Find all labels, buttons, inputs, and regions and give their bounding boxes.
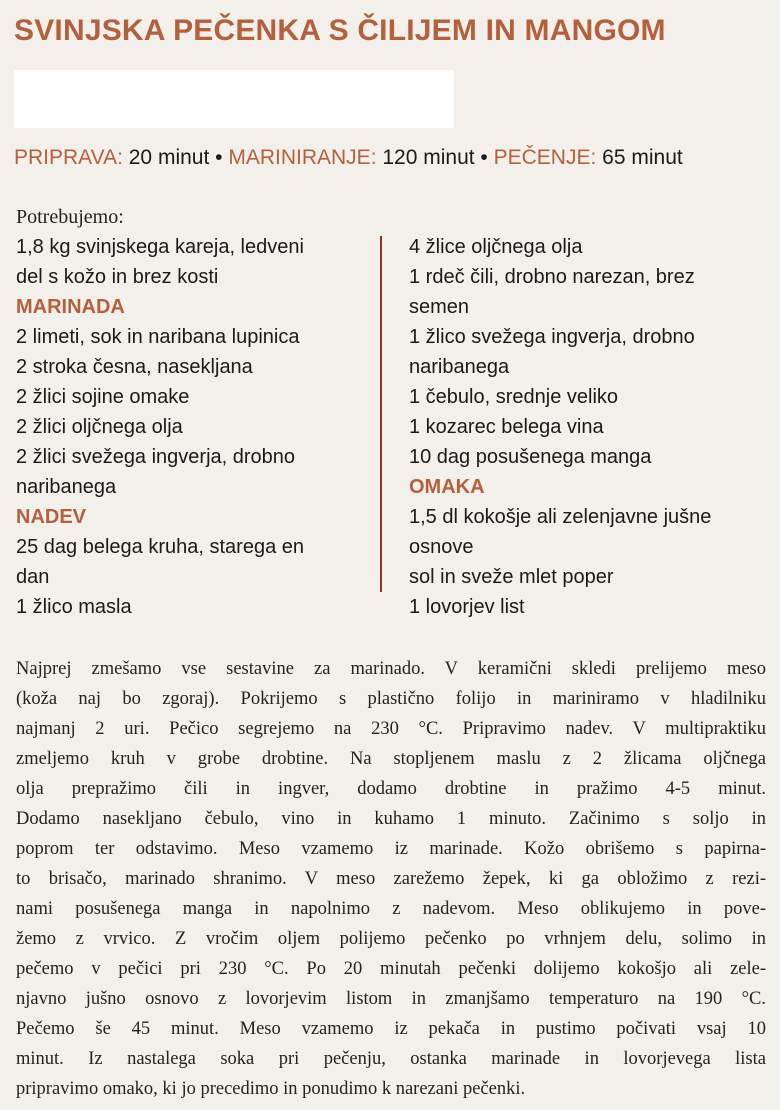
section-heading: OMAKA (409, 476, 485, 498)
prep-label: PRIPRAVA: (14, 146, 123, 169)
ingredient-line: 1,8 kg svinjskega kareja, ledveni (16, 236, 304, 258)
instruction-line: Dodamo nasekljano čebulo, vino in kuhamo 1 minuto. Začinimo s soljo in (16, 809, 766, 829)
ingredient-line: 2 stroka česna, nasekljana (16, 356, 253, 378)
ingredient-line: 1 žlico masla (16, 596, 132, 618)
marinate-value: 120 minut (376, 146, 475, 169)
ingredient-line: 10 dag posušenega manga (409, 446, 652, 468)
ingredient-line: 2 žlici oljčnega olja (16, 416, 183, 438)
ingredients-right-column (409, 232, 769, 622)
ingredient-line: 2 limeti, sok in naribana lupinica (16, 326, 300, 348)
instruction-line: Pečemo še 45 minut. Meso vzamemo iz pekača in pustimo počivati vsaj 10 (16, 1019, 766, 1039)
instructions (16, 654, 766, 1104)
instruction-line: (koža naj bo zgoraj). Pokrijemo s plastično folijo in mariniramo v hladilniku (16, 689, 766, 709)
ingredient-line: 2 žlici sojine omake (16, 386, 190, 408)
recipe-title: SVINJSKA PEČENKA S ČILIJEM IN MANGOM (14, 14, 666, 47)
prep-value: 20 minut (122, 146, 210, 169)
bake-label: PEČENJE: (493, 146, 597, 169)
ingredient-line: naribanega (16, 476, 117, 498)
ingredient-line: 1 lovorjev list (409, 596, 525, 618)
section-heading: NADEV (16, 506, 87, 528)
separator: • (209, 146, 229, 169)
ingredient-line: semen (409, 296, 470, 318)
ingredient-line: 1 rdeč čili, drobno narezan, brez (409, 266, 695, 288)
blank-panel (14, 70, 454, 128)
ingredient-line: sol in sveže mlet poper (409, 566, 614, 588)
ingredient-line: naribanega (409, 356, 510, 378)
ingredient-line: del s kožo in brez kosti (16, 266, 219, 288)
ingredients-left-column (16, 232, 366, 622)
instruction-line: Najprej zmešamo vse sestavine za marinado. V keramični skledi prelijemo meso (16, 659, 766, 679)
instruction-line: najmanj 2 uri. Pečico segrejemo na 230 °C. Pripravimo nadev. V multipraktiku (16, 719, 766, 739)
instruction-line: pripravimo omako, ki jo precedimo in ponudimo k narezani pečenki. (16, 1079, 526, 1099)
marinate-label: MARINIRANJE: (228, 146, 377, 169)
instruction-line: nami posušenega manga in napolnimo z nadevom. Meso oblikujemo in pove- (16, 899, 766, 919)
ingredient-line: dan (16, 566, 50, 588)
instruction-line: njavno jušno osnovo z lovorjevim listom in zmanjšamo temperaturo na 190 °C. (16, 989, 766, 1009)
instruction-line: olja prepražimo čili in ingver, dodamo drobtine in pražimo 4-5 minut. (16, 779, 766, 799)
instruction-line: žemo z vrvico. Z vročim oljem polijemo pečenko po vrhnjem delu, solimo in (16, 929, 766, 949)
instruction-line: minut. Iz nastalega soka pri pečenju, ostanka marinade in lovorjevega lista (16, 1049, 766, 1069)
separator: • (474, 146, 494, 169)
section-heading: MARINADA (16, 296, 125, 318)
ingredients-intro: Potrebujemo: (16, 206, 124, 228)
ingredient-line: 2 žlici svežega ingverja, drobno (16, 446, 296, 468)
time-info (14, 146, 683, 170)
ingredient-line: 1 žlico svežega ingverja, drobno (409, 326, 695, 348)
ingredient-line: 1,5 dl kokošje ali zelenjavne jušne (409, 506, 712, 528)
instruction-line: to brisačo, marinado shranimo. V meso zarežemo žepek, ki ga obložimo z rezi- (16, 869, 766, 889)
ingredient-line: osnove (409, 536, 474, 558)
instruction-line: poprom ter odstavimo. Meso vzamemo iz marinade. Kožo obrišemo s papirna- (16, 839, 766, 859)
instruction-line: zmeljemo kruh v grobe drobtine. Na stopljenem maslu z 2 žlicama oljčnega (16, 749, 766, 769)
bake-value: 65 minut (596, 146, 683, 169)
ingredient-line: 1 kozarec belega vina (409, 416, 604, 438)
ingredient-line: 4 žlice oljčnega olja (409, 236, 583, 258)
ingredient-line: 1 čebulo, srednje veliko (409, 386, 619, 408)
column-divider (380, 236, 382, 592)
instruction-line: pečemo v pečici pri 230 °C. Po 20 minutah pečenki dolijemo kokošjo ali zele- (16, 959, 766, 979)
ingredient-line: 25 dag belega kruha, starega en (16, 536, 304, 558)
